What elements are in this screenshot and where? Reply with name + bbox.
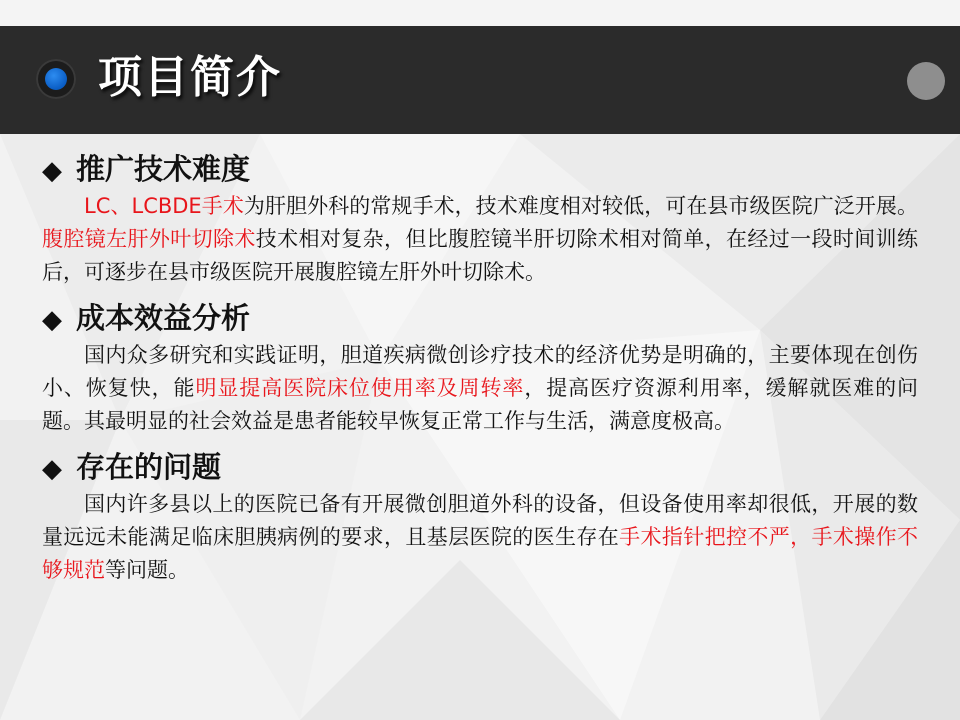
highlight-text: 明显提高医院床位使用率及周转率 — [195, 376, 525, 400]
section-heading — [42, 446, 918, 488]
blue-circle-icon — [36, 59, 76, 99]
section-paragraph — [42, 339, 918, 438]
section-heading — [42, 297, 918, 339]
slide-content — [42, 148, 918, 587]
section-technical-difficulty — [42, 148, 918, 289]
section-paragraph — [42, 190, 918, 289]
diamond-bullet-icon: ◆ — [42, 156, 62, 186]
body-text: 技术相对复杂，但比腹腔镜半肝切除术相对简单，在经过一段时间训练后，可逐步在县市级医院开展腹腔镜左肝外叶切除术。 — [42, 227, 918, 284]
gray-circle-icon — [907, 62, 945, 100]
body-text: ，提高医疗资源利用率，缓解就医难的问题。其最明显的社会效益是患者能较早恢复正常工作与生活，满意度极高。 — [42, 376, 919, 433]
highlight-text: LC、LCBDE手术 — [84, 194, 244, 218]
section-heading-text: 推广技术难度 — [76, 152, 251, 186]
section-heading — [42, 148, 918, 190]
body-text: 等问题。 — [105, 558, 189, 582]
section-existing-problems — [42, 446, 918, 587]
section-heading-text: 存在的问题 — [76, 450, 222, 484]
diamond-bullet-icon: ◆ — [42, 305, 62, 335]
section-cost-benefit — [42, 297, 918, 438]
body-text: 为肝胆外科的常规手术，技术难度相对较低，可在县市级医院广泛开展。 — [243, 194, 919, 218]
section-heading-text: 成本效益分析 — [76, 301, 251, 335]
body-text: 国内许多县以上的医院已备有开展微创胆道外科的设备，但设备使用率却很低，开展的数量远远未能满足临床胆胰病例的要求，且基层医院的医生存在 — [42, 492, 918, 549]
body-text: 国内众多研究和实践证明，胆道疾病微创诊疗技术的经济优势是明确的，主要体现在创伤小、恢复快，能 — [42, 343, 918, 400]
slide-title: 项目简介 — [98, 52, 282, 103]
diamond-bullet-icon: ◆ — [42, 454, 62, 484]
highlight-text: 腹腔镜左肝外叶切除术 — [42, 227, 256, 251]
section-paragraph — [42, 488, 918, 587]
highlight-text: 手术指针把控不严，手术操作不够规范 — [42, 525, 918, 582]
